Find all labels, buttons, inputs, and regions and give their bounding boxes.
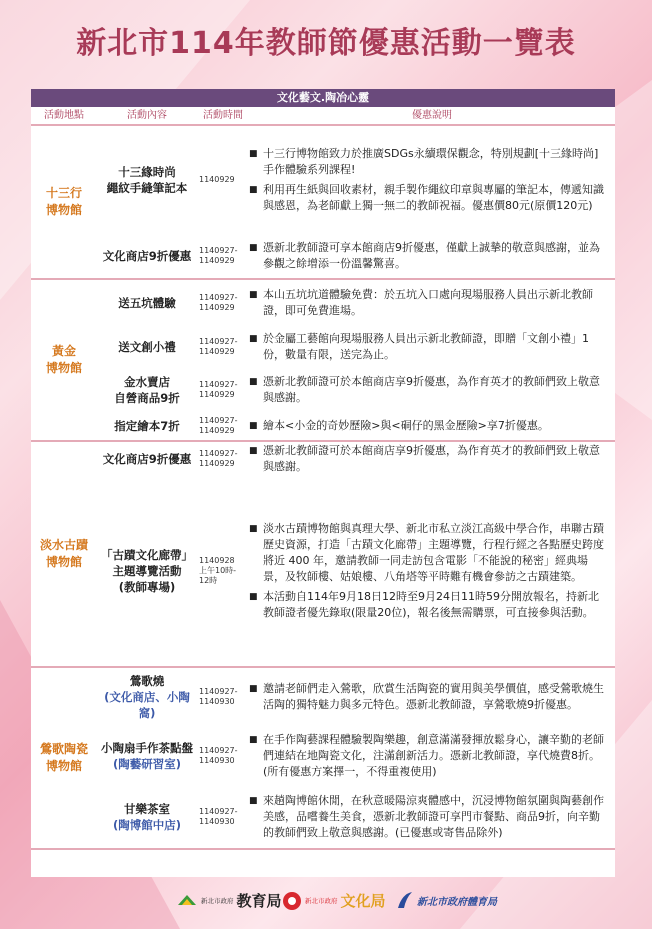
- activity-cell: [97, 280, 197, 326]
- bullet-square-icon: ■: [249, 592, 258, 602]
- bullet-square-icon: ■: [249, 334, 258, 344]
- description-cell: [249, 412, 615, 440]
- description-bullet: [249, 681, 609, 713]
- venue-name: 淡水古蹟 博物館: [39, 538, 88, 569]
- logo3-name: 新北市政府體育局: [417, 896, 497, 908]
- description-cell: [249, 234, 615, 278]
- activity-cell: [97, 326, 197, 368]
- activity-name: 十三緣時尚 繩紋手縫筆記本: [106, 165, 188, 195]
- column-headers: [31, 107, 615, 126]
- activity-time: 1140929: [199, 175, 235, 184]
- description-cell: [249, 786, 615, 848]
- description-bullet: [249, 443, 609, 475]
- description-cell: [249, 476, 615, 666]
- table-row: [97, 126, 615, 234]
- bullet-text: 邀請老師們走入鶯歌，欣賞生活陶瓷的實用與美學價值，感受鶯歌燒生活陶的獨特魅力與多元特色。憑新北教師證，享鶯歌燒9折優惠。: [263, 682, 604, 711]
- activity-time: 1140927- 1140930: [199, 807, 238, 826]
- header-description: 優惠說明: [412, 110, 452, 121]
- venue-group: [31, 668, 615, 850]
- bullet-square-icon: ■: [249, 684, 258, 694]
- description-cell: [249, 326, 615, 368]
- table-row: [97, 476, 615, 666]
- description-bullet: [249, 146, 609, 178]
- description-cell: [249, 726, 615, 786]
- logo2-small-text: 新北市政府: [305, 896, 338, 905]
- bullet-text: 本山五坑坑道體驗免費：於五坑入口處向現場服務人員出示新北教師證，即可免費進場。: [263, 288, 593, 317]
- activity-cell: [97, 126, 197, 234]
- activity-name: 文化商店9折優惠: [102, 452, 192, 466]
- activity-time: 1140927- 1140929: [199, 293, 238, 312]
- culture-bureau-icon: [282, 891, 302, 911]
- bullet-text: 本活動自114年9月18日12時至9月24日11時59分開放報名，持新北教師證者優先錄取(限量20位)，報名後無需購票，可直接參與活動。: [263, 590, 599, 619]
- activity-name: 甘樂茶室: [124, 802, 170, 816]
- bullet-text: 於金屬工藝館向現場服務人員出示新北教師證，即贈「文創小禮」1份，數量有限，送完為止。: [263, 332, 589, 361]
- venue-name: 鶯歌陶瓷 博物館: [39, 742, 88, 773]
- activity-time: 1140927- 1140930: [199, 746, 238, 765]
- table-row: [97, 368, 615, 412]
- activity-name: 送五坑體驗: [118, 296, 176, 310]
- header-activity: 活動內容: [127, 110, 167, 121]
- activity-cell: [97, 476, 197, 666]
- activity-name: 小陶扇手作茶點盤: [101, 741, 193, 755]
- header-venue: 活動地點: [44, 110, 84, 121]
- table-row: [97, 726, 615, 786]
- description-bullet: [249, 287, 609, 319]
- activity-time: 1140927- 1140929: [199, 246, 238, 265]
- activity-location: (陶博館中店): [112, 818, 181, 832]
- education-bureau-icon: [176, 891, 198, 911]
- venue-group: [31, 442, 615, 668]
- bullet-square-icon: ■: [249, 524, 258, 534]
- activity-cell: [97, 368, 197, 412]
- bullet-square-icon: ■: [249, 421, 258, 431]
- sports-bureau-logo: [396, 890, 497, 910]
- education-bureau-logo: [176, 890, 282, 911]
- bullet-text: 利用再生紙與回收素材，親手製作繩紋印章與專屬的筆記本，傳遞知識與感恩，為老師獻上獨一無二的教師祝福。優惠價80元(原價120元): [263, 183, 604, 212]
- description-cell: [249, 368, 615, 412]
- table-row: [97, 442, 615, 476]
- bullet-square-icon: ■: [249, 290, 258, 300]
- header-time: 活動時間: [203, 110, 243, 121]
- bullet-square-icon: ■: [249, 149, 258, 159]
- table-row: [97, 234, 615, 278]
- logo1-small-text: 新北市政府: [201, 896, 234, 905]
- bullet-square-icon: ■: [249, 446, 258, 456]
- activity-cell: [97, 668, 197, 726]
- table-body: [31, 126, 615, 850]
- activity-name: 送文創小禮: [118, 340, 176, 354]
- bullet-text: 憑新北教師證可於本館商店享9折優惠，為作育英才的教師們致上敬意與感謝。: [263, 444, 600, 473]
- page-title: 新北市114年教師節優惠活動一覽表: [76, 26, 576, 61]
- offers-table: [31, 89, 615, 877]
- description-cell: [249, 280, 615, 326]
- activity-cell: [97, 442, 197, 476]
- activity-cell: [97, 786, 197, 848]
- activity-cell: [97, 412, 197, 440]
- footer-logos: [0, 890, 652, 926]
- description-bullet: [249, 240, 609, 272]
- bullet-text: 十三行博物館致力於推廣SDGs永續環保觀念，特別規劃[十三緣時尚]手作體驗系列課程!: [263, 147, 599, 176]
- activity-cell: [97, 726, 197, 786]
- activity-location: (文化商店、小陶窩): [104, 690, 190, 720]
- description-cell: [249, 668, 615, 726]
- table-row: [97, 668, 615, 726]
- bullet-square-icon: ■: [249, 185, 258, 195]
- activity-name: 金水賣店 自營商品9折: [114, 375, 180, 405]
- activity-location: (陶藝研習室): [112, 757, 181, 771]
- description-bullet: [249, 418, 609, 434]
- activity-time: 1140927- 1140929: [199, 416, 238, 435]
- table-row: [97, 326, 615, 368]
- activity-name: 指定繪本7折: [114, 419, 180, 433]
- description-bullet: [249, 589, 609, 621]
- logo2-name: 文化局: [340, 892, 386, 910]
- activity-name: 鶯歌燒: [129, 674, 165, 688]
- bullet-text: 憑新北教師證可於本館商店享9折優惠，為作育英才的教師們致上敬意與感謝。: [263, 375, 600, 404]
- description-bullet: [249, 374, 609, 406]
- table-row: [97, 786, 615, 848]
- culture-bureau-logo: [282, 890, 386, 911]
- venue-name: 黃金 博物館: [45, 344, 82, 375]
- activity-time: 1140927- 1140929: [199, 380, 238, 399]
- venue-group: [31, 280, 615, 442]
- description-bullet: [249, 793, 609, 841]
- activity-name: 「古蹟文化廊帶」 主題導覽活動 (教師專場): [101, 548, 193, 594]
- section-header: 文化藝文.陶冶心靈: [31, 89, 615, 107]
- bullet-square-icon: ■: [249, 243, 258, 253]
- table-row: [97, 412, 615, 440]
- description-bullet: [249, 331, 609, 363]
- description-bullet: [249, 732, 609, 780]
- table-row: [97, 280, 615, 326]
- venue-name: 十三行 博物館: [45, 186, 82, 217]
- activity-name: 文化商店9折優惠: [102, 249, 192, 263]
- activity-time: 1140927- 1140930: [199, 687, 238, 706]
- bullet-square-icon: ■: [249, 735, 258, 745]
- description-cell: [249, 126, 615, 234]
- activity-cell: [97, 234, 197, 278]
- bullet-square-icon: ■: [249, 796, 258, 806]
- bullet-square-icon: ■: [249, 377, 258, 387]
- bullet-text: 憑新北教師證可享本館商店9折優惠，僅獻上誠摯的敬意與感謝，並為參觀之餘增添一份溫馨驚喜。: [263, 241, 600, 270]
- bullet-text: 繪本<小金的奇妙歷險>與<硐仔的黑金歷險>享7折優惠。: [263, 419, 549, 432]
- description-bullet: [249, 182, 609, 214]
- bullet-text: 淡水古蹟博物館與真理大學、新北市私立淡江高級中學合作，串聯古蹟歷史資源，打造「古蹟文化廊帶」主題導覽，行程行經之各點歷史跨度將近 400 年，邀請教師一同走訪包含電影「不能說的秘密」經典場景，及牧師樓、姑娘樓、八角塔等平時難有機會參訪之古蹟建築。: [263, 522, 604, 583]
- bullet-text: 來趟陶博館休閒，在秋意暖陽涼爽體感中，沉浸博物館氛圍與陶藝創作美感，品嚐養生美食，憑新北教師證可享門市餐點、商品9折，向辛勤的教師們致上敬意與感謝。(已優惠或寄售品除外): [263, 794, 604, 839]
- logo1-name: 教育局: [236, 892, 282, 910]
- activity-time: 1140928 上午10時- 12時: [199, 556, 237, 585]
- description-cell: [249, 442, 615, 476]
- sports-bureau-icon: [396, 890, 414, 910]
- activity-time: 1140927- 1140929: [199, 449, 238, 468]
- venue-group: [31, 126, 615, 280]
- bullet-text: 在手作陶藝課程體驗製陶樂趣，創意滿滿發揮放鬆身心，讓辛勤的老師們連結在地陶瓷文化，注滿創新活力。憑新北教師證，享代燒費8折。(所有優惠方案擇一，不得重複使用): [263, 733, 604, 778]
- description-bullet: [249, 521, 609, 585]
- activity-time: 1140927- 1140929: [199, 337, 238, 356]
